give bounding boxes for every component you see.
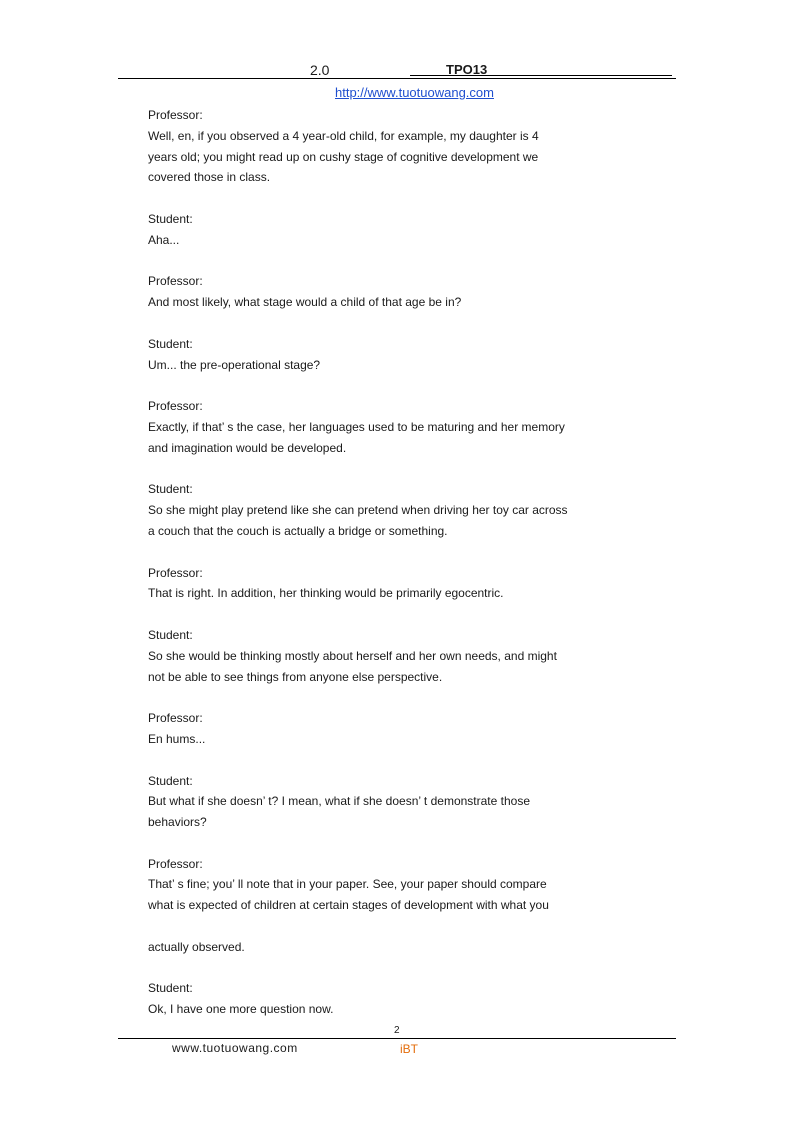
text-line: Well, en, if you observed a 4 year-old child, for example, my daughter is 4: [148, 128, 539, 143]
blank-line: [148, 750, 608, 771]
text-line: So she might play pretend like she can pretend when driving her toy car across: [148, 503, 568, 518]
text-line: Professor:: [148, 399, 203, 414]
footer-site: www.tuotuowang.com: [172, 1041, 298, 1055]
header-version: 2.0: [310, 62, 330, 78]
text-line: what is expected of children at certain stages of development with what you: [148, 898, 549, 913]
blank-line: [148, 958, 608, 979]
text-line: behaviors?: [148, 815, 207, 830]
blank-line: [148, 188, 608, 209]
footer-rule: [118, 1038, 676, 1039]
blank-line: [148, 459, 608, 480]
text-line: So she would be thinking mostly about herself and her own needs, and might: [148, 648, 557, 663]
blank-line: [148, 313, 608, 334]
text-line: Exactly, if that’ s the case, her languages used to be maturing and her memory: [148, 419, 565, 434]
blank-line: [148, 375, 608, 396]
text-line: Aha...: [148, 232, 180, 247]
text-line: actually observed.: [148, 939, 245, 954]
footer-ibt: iBT: [400, 1042, 418, 1056]
text-line: years old; you might read up on cushy stage of cognitive development we: [148, 149, 539, 164]
text-line: Um... the pre-operational stage?: [148, 357, 321, 372]
text-line: Professor:: [148, 108, 203, 122]
blank-line: [148, 916, 608, 937]
text-line: Student:: [148, 773, 193, 788]
blank-line: [148, 687, 608, 708]
text-line: Professor:: [148, 565, 203, 580]
blank-line: [148, 604, 608, 625]
text-line: And most likely, what stage would a child of that age be in?: [148, 295, 462, 310]
text-line: a couch that the couch is actually a bridge or something.: [148, 523, 448, 538]
header-title: TPO13: [446, 62, 488, 77]
text-line: En hums...: [148, 731, 206, 746]
text-line: Professor:: [148, 856, 203, 871]
header-title-underline: [410, 75, 672, 76]
text-line: covered those in class.: [148, 170, 271, 185]
text-line: Professor:: [148, 274, 203, 289]
blank-line: [148, 542, 608, 563]
text-line: Student:: [148, 627, 193, 642]
text-line: Student:: [148, 211, 193, 226]
document-body: [148, 105, 608, 1020]
text-line: Student:: [148, 482, 193, 497]
text-line: and imagination would be developed.: [148, 440, 347, 455]
text-line: That is right. In addition, her thinking would be primarily egocentric.: [148, 586, 504, 601]
blank-line: [148, 833, 608, 854]
text-line: That’ s fine; you’ ll note that in your paper. See, your paper should compare: [148, 877, 547, 892]
header-rule: [118, 78, 676, 79]
text-line: Ok, I have one more question now.: [148, 1002, 334, 1017]
text-line: Student:: [148, 336, 193, 351]
text-line: Student:: [148, 981, 193, 996]
text-line: But what if she doesn’ t? I mean, what if she doesn’ t demonstrate those: [148, 794, 530, 809]
text-line: Professor:: [148, 711, 203, 726]
blank-line: [148, 251, 608, 272]
page-number: 2: [394, 1025, 400, 1036]
text-line: not be able to see things from anyone else perspective.: [148, 669, 443, 684]
header-link[interactable]: http://www.tuotuowang.com: [335, 85, 494, 100]
